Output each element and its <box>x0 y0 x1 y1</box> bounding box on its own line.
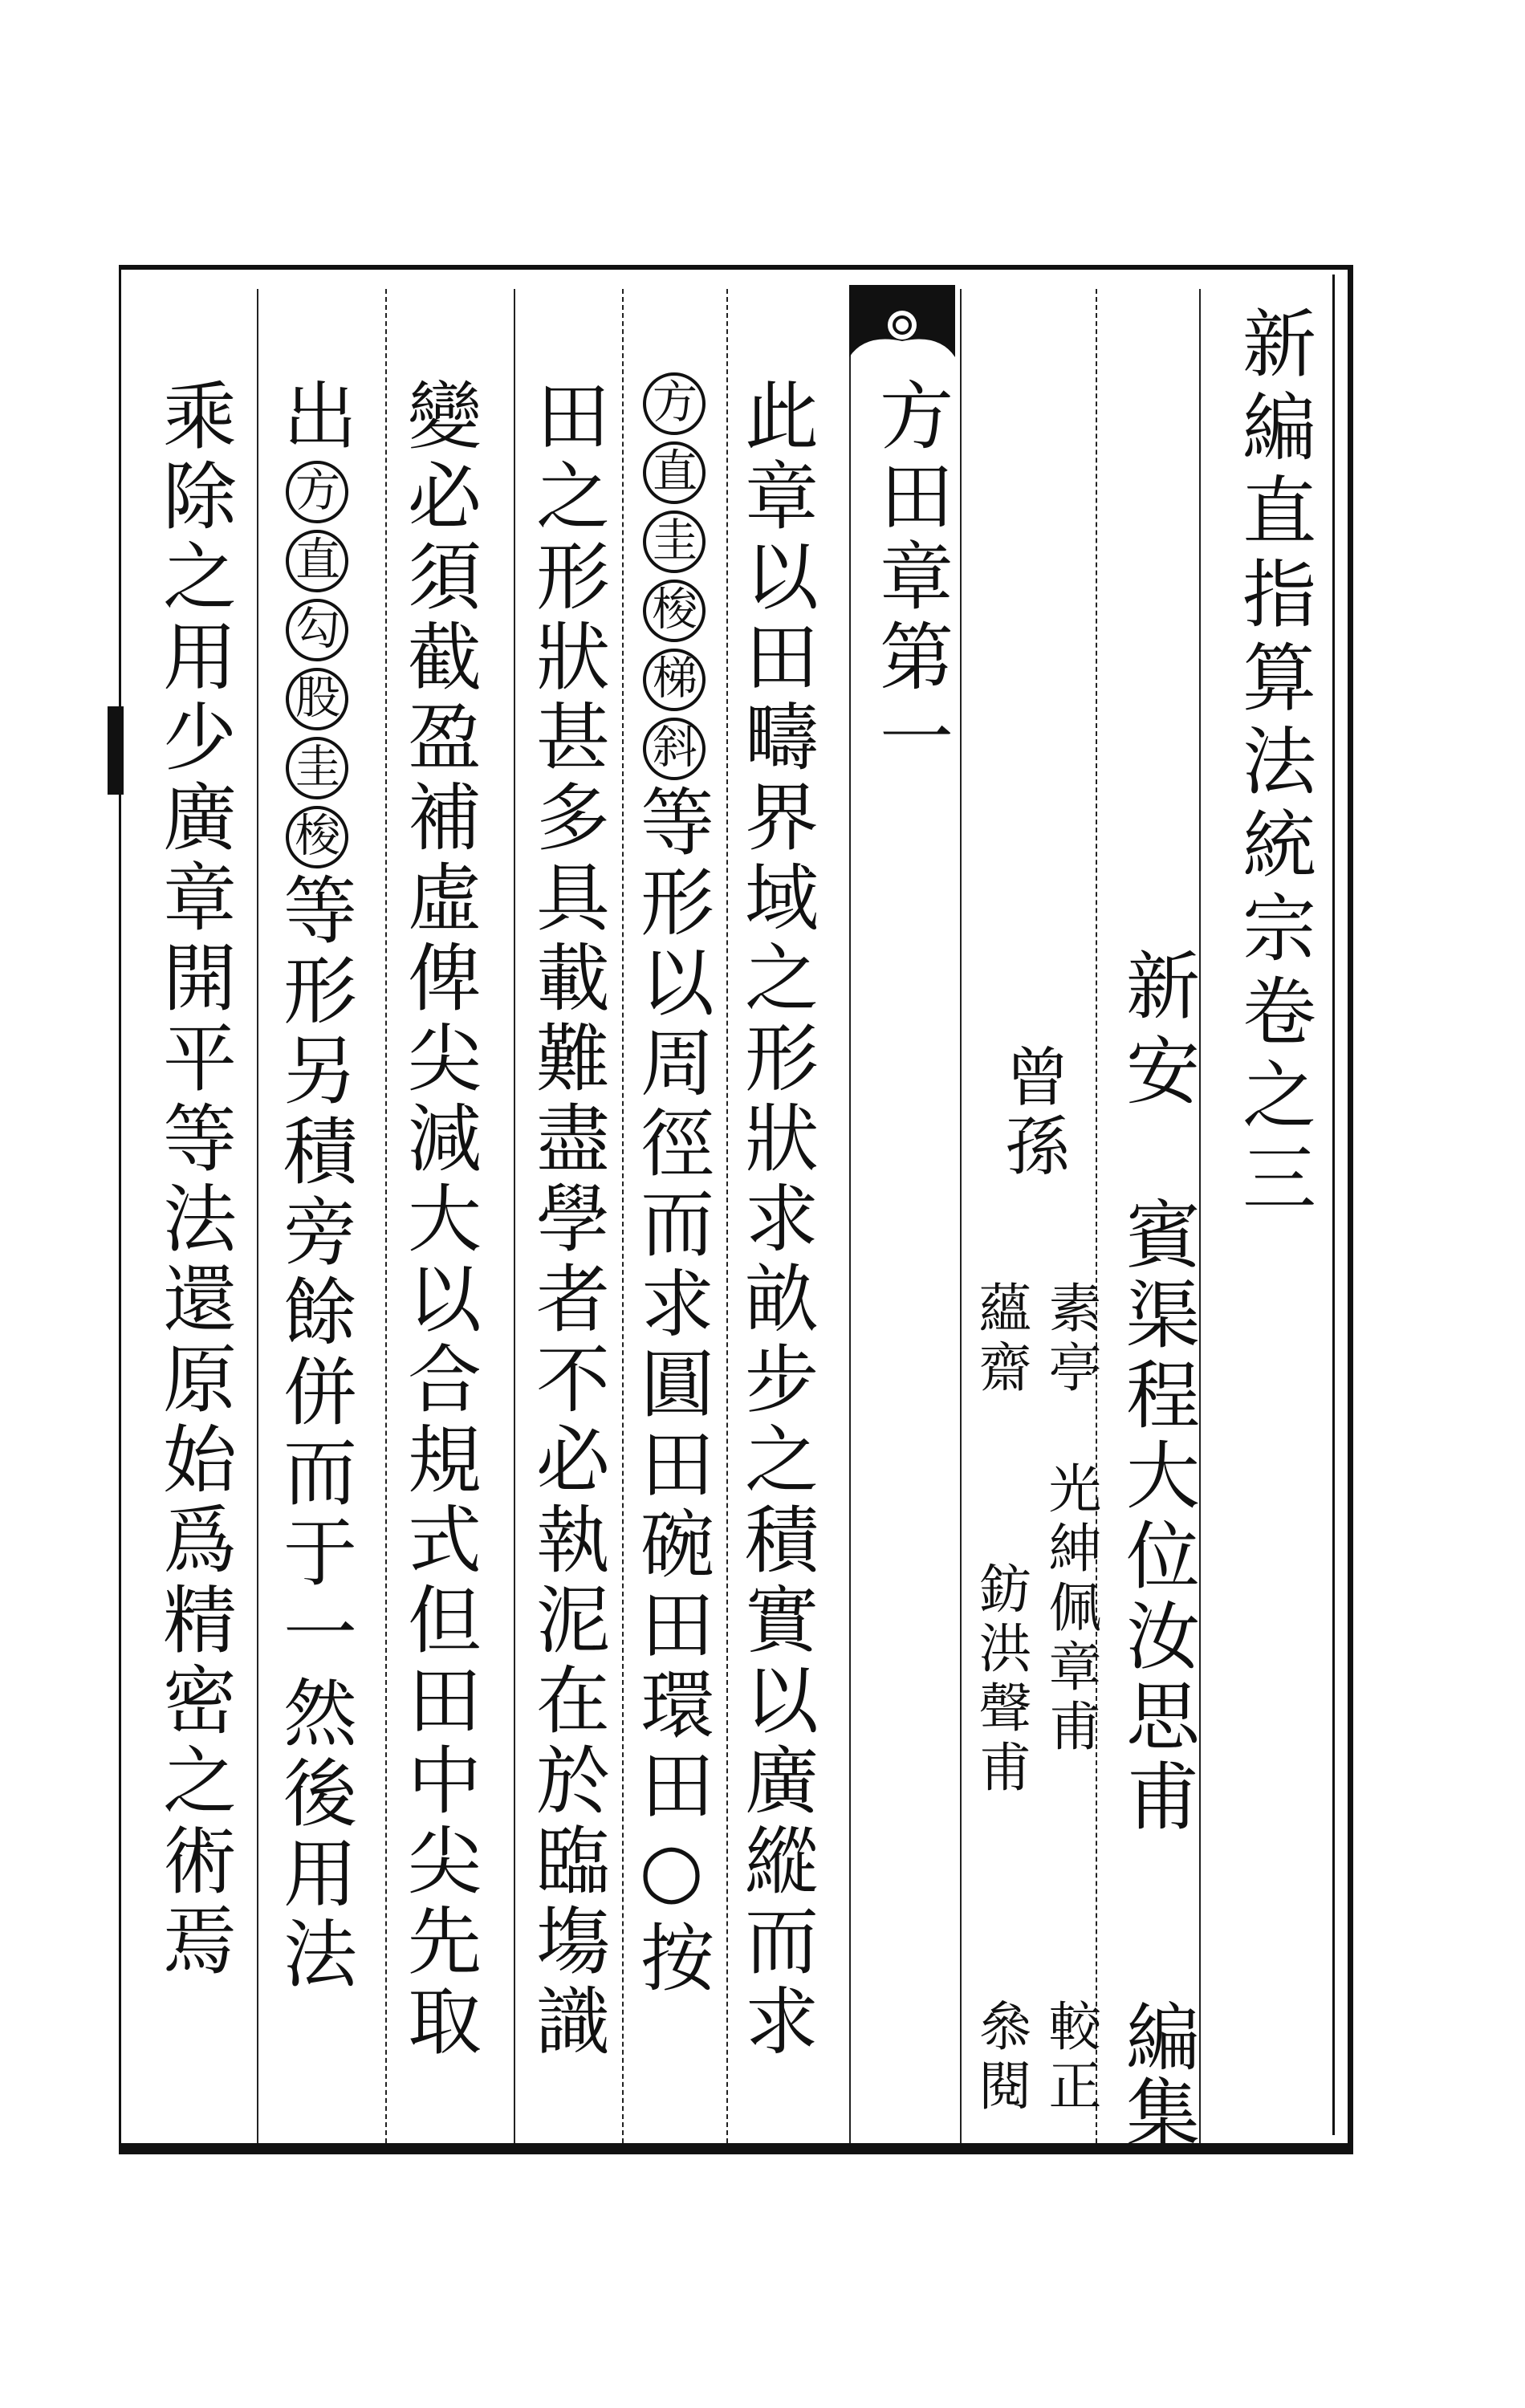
proof-a-role: 較正 <box>1039 1999 1101 2117</box>
circled-char: 梯 <box>643 649 706 711</box>
proof-a-name: 光紳佩章甫 <box>1039 1461 1101 1758</box>
body-column-5-lead: 出 <box>271 377 357 458</box>
proof-a-style: 素亭 <box>1039 1280 1101 1399</box>
proof-relation: 曾孫 <box>994 1043 1069 1182</box>
circled-char: 斜 <box>643 718 706 780</box>
circled-char: 方 <box>286 461 348 523</box>
circled-char: 圭 <box>643 510 706 573</box>
proof-b-role: 叅閱 <box>970 1999 1031 2117</box>
column-rule <box>1096 289 1097 2143</box>
column-rule <box>257 289 258 2143</box>
circled-char: 勾 <box>286 599 348 661</box>
body-column-2 <box>628 369 714 1999</box>
column-rule <box>622 289 624 2143</box>
body-column-5 <box>271 377 357 1995</box>
column-rule <box>726 289 728 2143</box>
body-column-5-text: 等形另積旁餘併而于一然後用法 <box>271 872 357 1995</box>
author-place: 新安 <box>1114 947 1200 1117</box>
column-rule <box>514 289 515 2143</box>
body-column-1: 此章以田疇界域之形狀求畝步之積實以廣縱而求 <box>733 377 819 2063</box>
body-column-3: 田之形狀甚多具載難盡學者不必執泥在於臨塲識 <box>524 377 610 2063</box>
chapter-heading: 方田章第一 <box>868 377 954 779</box>
circled-char: 梭 <box>286 806 348 868</box>
circled-char: 直 <box>286 530 348 592</box>
circled-char: 直 <box>643 441 706 504</box>
circled-char: 梭 <box>643 580 706 642</box>
circled-char: 方 <box>643 372 706 435</box>
column-rule <box>960 289 962 2143</box>
author-name: 賓渠程大位汝思甫 <box>1114 1196 1200 1838</box>
circled-char: 圭 <box>286 737 348 799</box>
margin-mark <box>108 706 124 795</box>
proof-b-name: 鈁洪聲甫 <box>970 1561 1031 1799</box>
author-role: 編集 <box>1114 1999 1200 2150</box>
body-column-2-text: 等形以周徑而求圓田碗田環田○按 <box>628 783 714 1999</box>
book-title: 新編直指算法統宗卷之三 <box>1230 305 1316 1223</box>
column-rule <box>385 289 387 2143</box>
heading-ornament <box>849 285 955 381</box>
body-column-6: 乘除之用少廣章開平等法還原始爲精密之術焉 <box>151 377 237 1983</box>
circled-char: 股 <box>286 668 348 730</box>
proof-b-style: 蘊齋 <box>970 1280 1031 1399</box>
body-column-4: 變必須截盈補虛俾尖減大以合規式但田中尖先取 <box>396 377 482 2063</box>
